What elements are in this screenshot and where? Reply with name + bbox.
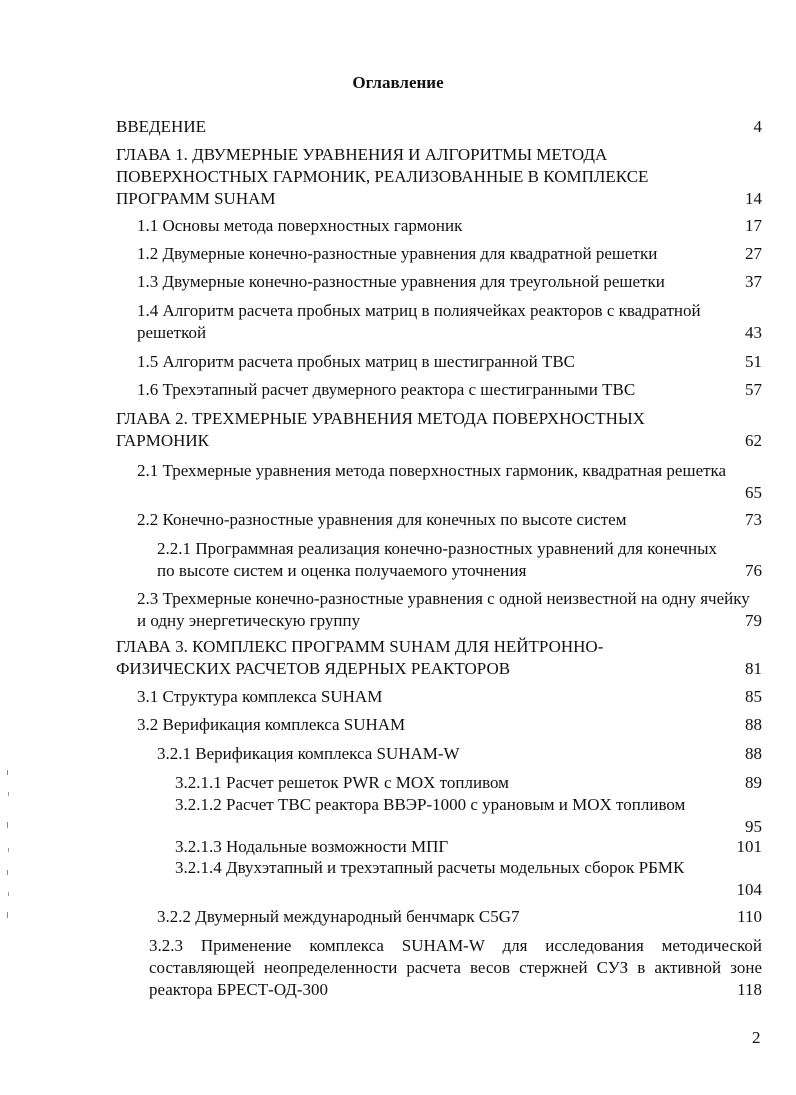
toc-entry-text: 1.5 Алгоритм расчета пробных матриц в шестигранной ТВС [137,352,575,371]
page-title: Оглавление [352,73,444,92]
toc-entry [137,714,762,736]
toc-entry-text: 3.1 Структура комплекса SUHAM [137,687,383,706]
toc-entry-text: 1.2 Двумерные конечно-разностные уравнения для квадратной решетки [137,244,658,263]
toc-entry-page: 85 [745,687,762,706]
toc-entry-page: 51 [745,352,762,371]
toc-entry [137,686,762,708]
toc-entry-text: 1.3 Двумерные конечно-разностные уравнения для треугольной решетки [137,272,665,291]
toc-entry [116,116,762,138]
toc-entry-text: ВВЕДЕНИЕ [116,117,206,136]
toc-entry-page: 104 [736,880,762,899]
toc-entry-text: ГЛАВА 3. КОМПЛЕКС ПРОГРАММ SUHAM ДЛЯ НЕЙТРОННО-ФИЗИЧЕСКИХ РАСЧЕТОВ ЯДЕРНЫХ РЕАКТОРОВ [116,637,604,678]
toc-entry-text: 3.2.3 Применение комплекса SUHAM-W для исследования методической составляющей неопределенности расчета весов стержней СУЗ в активной зоне реактора БРЕСТ-ОД-300 [149,936,762,999]
toc-entry [149,935,762,1001]
toc-entry [137,509,762,531]
toc-entry-text: ГЛАВА 1. ДВУМЕРНЫЕ УРАВНЕНИЯ И АЛГОРИТМЫ МЕТОДА ПОВЕРХНОСТНЫХ ГАРМОНИК, РЕАЛИЗОВАННЫЕ В КОМПЛЕКСЕ ПРОГРАММ SUHAM [116,145,649,208]
toc-entry-page: 88 [745,744,762,763]
toc-entry [137,351,762,373]
toc-entry [157,538,762,582]
toc-entry [137,588,762,632]
toc-entry [137,271,762,293]
toc-entry-page: 4 [753,117,762,136]
toc-entry-page: 17 [745,216,762,235]
toc-entry [137,215,762,237]
toc-entry-text: 2.3 Трехмерные конечно-разностные уравнения с одной неизвестной на одну ячейку и одну энергетическую группу [137,589,750,630]
toc-entry-page: 88 [745,715,762,734]
toc-entry-text: 3.2.1.2 Расчет ТВС реактора ВВЭР-1000 с урановым и MOX топливом [175,795,686,814]
toc-chapter [116,144,762,210]
toc-entry-page: 101 [736,837,762,856]
toc-entry [175,772,762,794]
toc-entry [157,743,762,765]
toc-entry-page: 118 [731,979,762,1001]
toc-entry-text: 1.4 Алгоритм расчета пробных матриц в полиячейках реакторов с квадратной решеткой [137,301,701,342]
toc-entry-page: 76 [745,561,762,580]
toc-entry-text: 1.6 Трехэтапный расчет двумерного реактора с шестигранными ТВС [137,380,636,399]
scan-margin-marks [4,770,12,930]
toc-entry [137,460,762,504]
toc-entry [137,300,762,344]
toc-entry-page: 37 [745,272,762,291]
toc-entry-text: 1.1 Основы метода поверхностных гармоник [137,216,463,235]
toc-entry-page: 65 [745,483,762,502]
toc-entry [175,857,762,901]
toc-entry [137,379,762,401]
toc-entry-text: 3.2.1.1 Расчет решеток PWR с MOX топливом [175,773,509,792]
toc-entry-page: 95 [745,817,762,836]
toc-entry-page: 73 [745,510,762,529]
toc-entry-page: 89 [745,773,762,792]
toc-entry-page: 57 [745,380,762,399]
toc-entry-text: 2.2 Конечно-разностные уравнения для конечных по высоте систем [137,510,627,529]
toc-entry-text: 3.2.1 Верификация комплекса SUHAM-W [157,744,460,763]
toc-entry-page: 43 [745,323,762,342]
toc-entry-text: 3.2.1.3 Нодальные возможности МПГ [175,837,449,856]
toc-entry-page: 14 [745,189,762,208]
toc-entry-text: 2.2.1 Программная реализация конечно-разностных уравнений для конечных по высоте систем и оценка получаемого уточнения [157,539,717,580]
toc-entry [175,836,762,858]
toc-entry-page: 79 [745,611,762,630]
toc-entry-page: 81 [745,659,762,678]
toc-chapter [116,408,762,452]
toc-entry-text: 3.2.2 Двумерный международный бенчмарк C5G7 [157,907,520,926]
toc-entry [175,794,762,838]
page-number: 2 [752,1028,761,1047]
toc-entry-text: 3.2 Верификация комплекса SUHAM [137,715,406,734]
toc-entry-page: 27 [745,244,762,263]
toc-entry-text: ГЛАВА 2. ТРЕХМЕРНЫЕ УРАВНЕНИЯ МЕТОДА ПОВЕРХНОСТНЫХ ГАРМОНИК [116,409,645,450]
toc-entry-text: 2.1 Трехмерные уравнения метода поверхностных гармоник, квадратная решетка [137,461,727,480]
toc-entry-page: 62 [745,431,762,450]
toc-entry-text: 3.2.1.4 Двухэтапный и трехэтапный расчеты модельных сборок РБМК [175,858,685,877]
toc-entry [137,243,762,265]
toc-entry-page: 110 [737,907,762,926]
toc-chapter [116,636,762,680]
toc-entry [157,906,762,928]
